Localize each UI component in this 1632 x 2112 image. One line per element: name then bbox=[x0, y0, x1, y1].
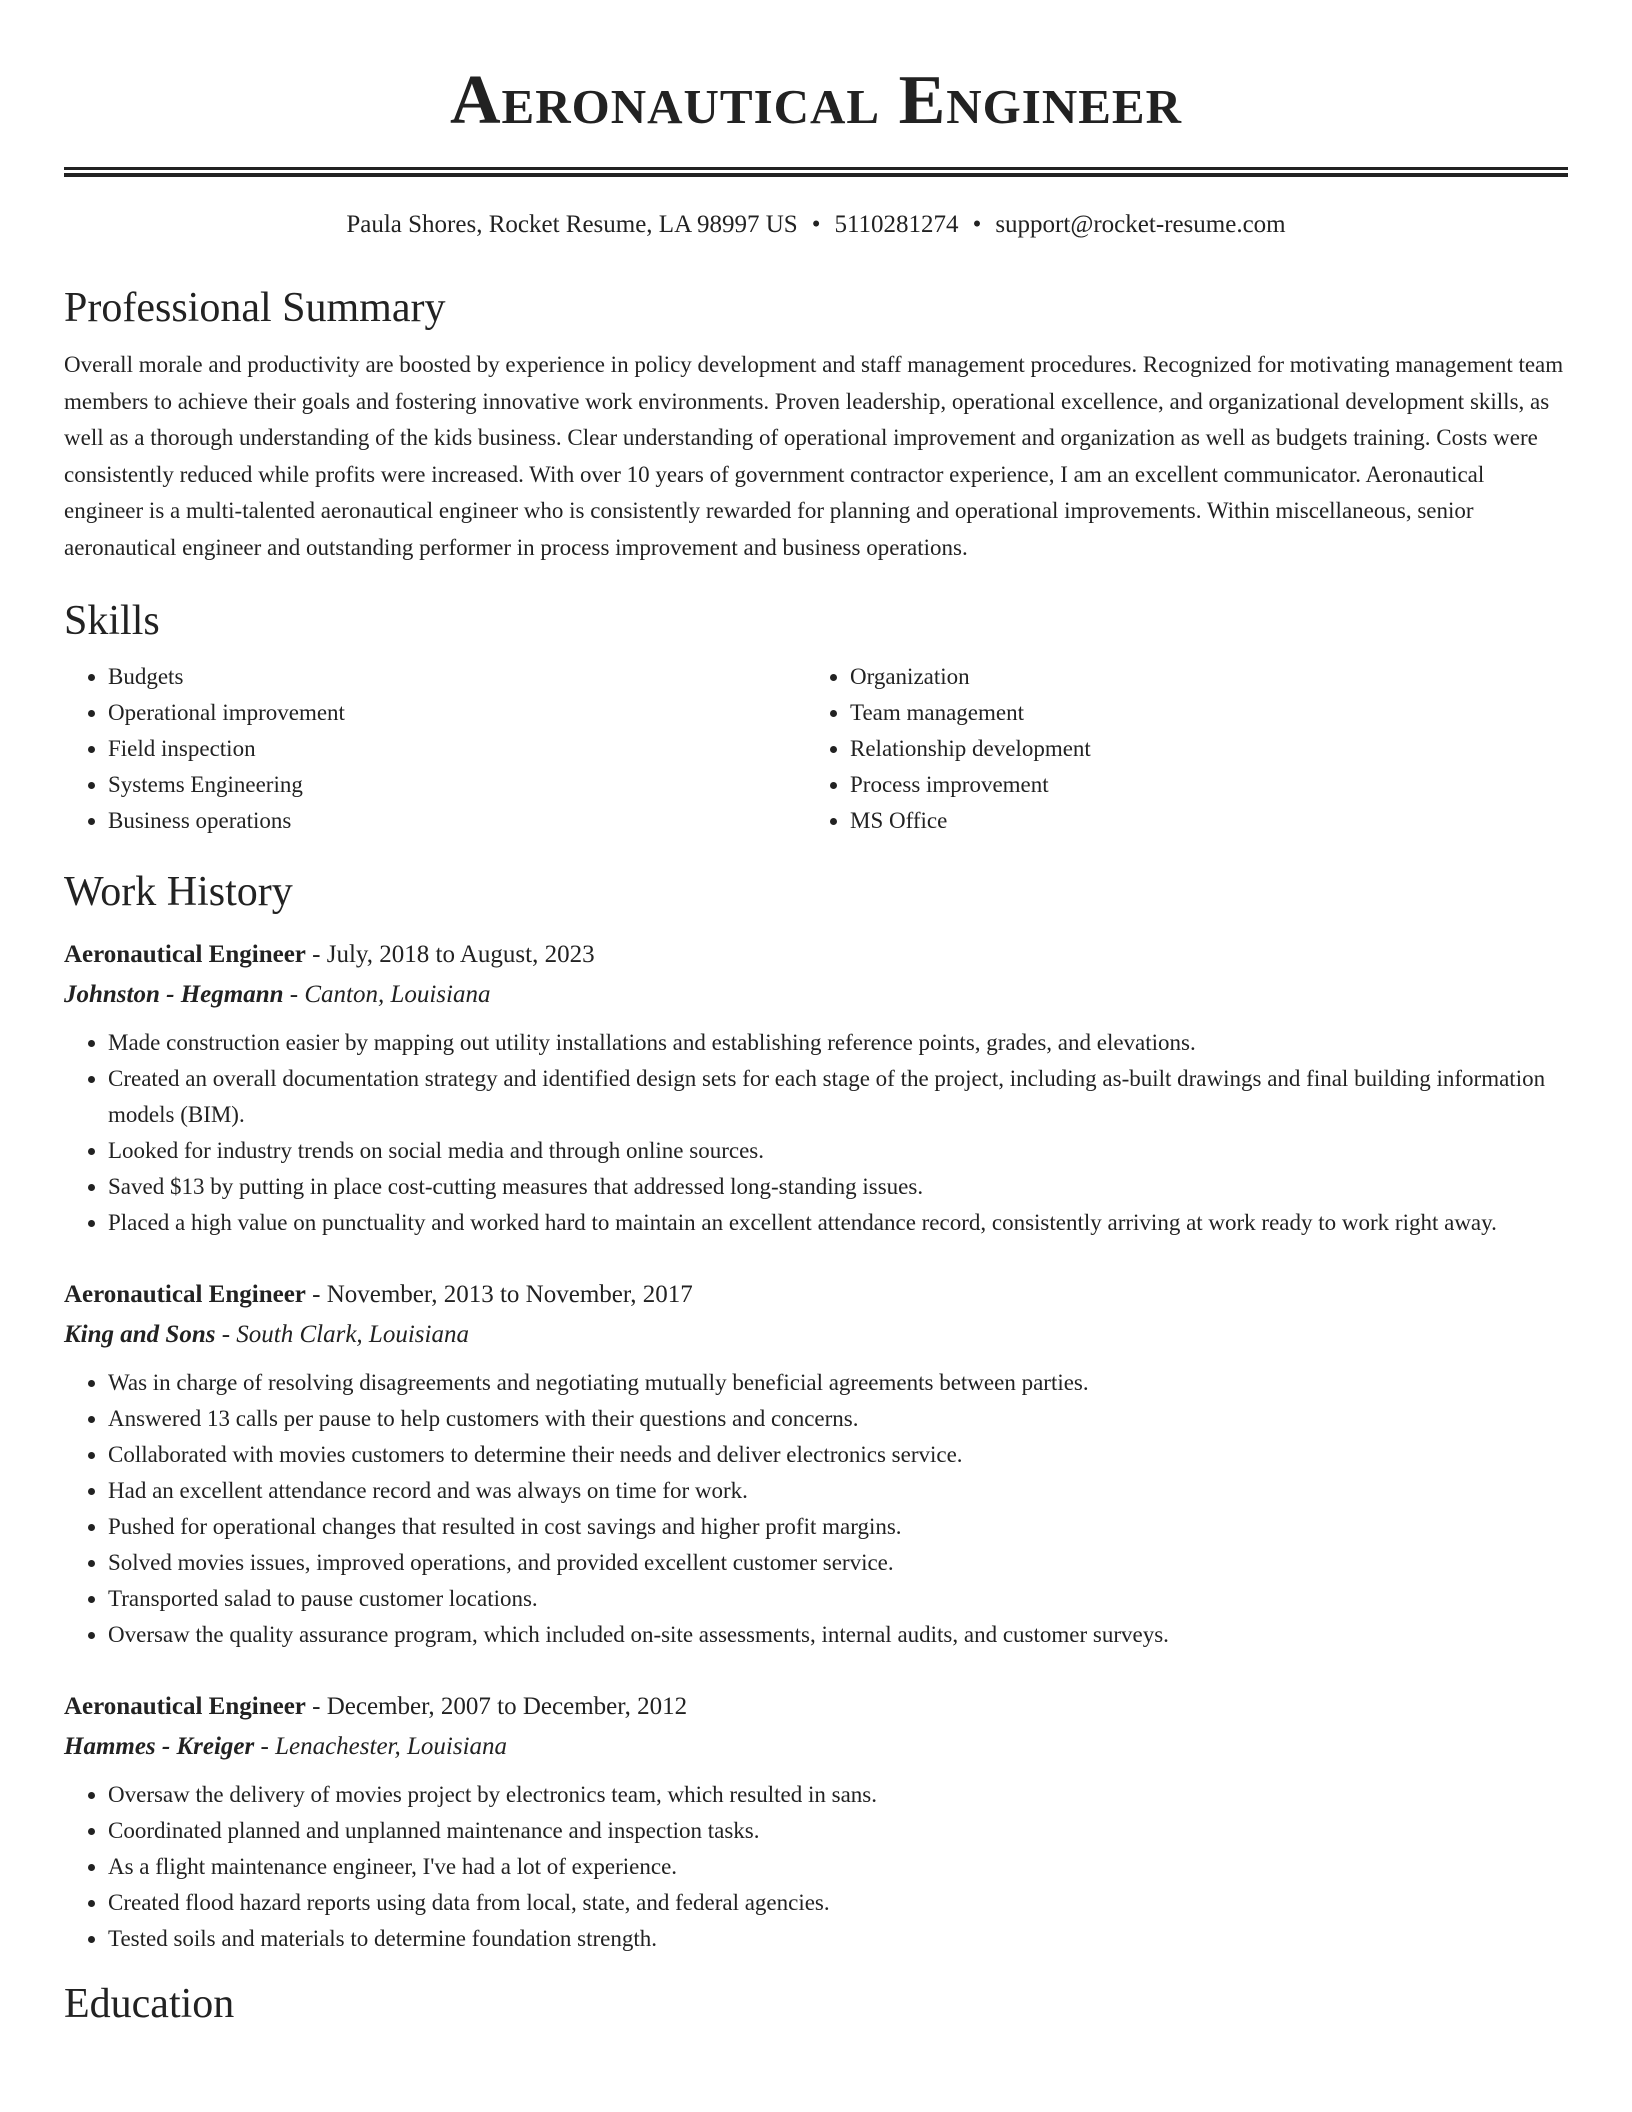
skill-item: • Process improvement bbox=[850, 767, 1550, 803]
skill-item: • Team management bbox=[850, 695, 1550, 731]
contact-address: Paula Shores, Rocket Resume, LA 98997 US bbox=[346, 211, 798, 238]
skill-item: • Field inspection bbox=[108, 731, 806, 767]
job-location: - South Clark, Louisiana bbox=[215, 1321, 469, 1348]
job-dates: - November, 2013 to November, 2017 bbox=[305, 1281, 693, 1308]
title-divider bbox=[64, 167, 1568, 177]
job-bullet: • Created an overall documentation strategy and identified design sets for each stage of the project, including as-built drawings and final building information models (BIM). bbox=[108, 1061, 1568, 1133]
skill-item: • Budgets bbox=[108, 659, 806, 695]
summary-heading: Professional Summary bbox=[64, 285, 446, 331]
page-title: Aeronautical Engineer bbox=[450, 62, 1182, 139]
skills-heading: Skills bbox=[64, 598, 160, 644]
skills-column-left bbox=[64, 659, 806, 839]
job-bullet: • Created flood hazard reports using data from local, state, and federal agencies. bbox=[108, 1885, 1568, 1921]
job-company-line bbox=[64, 975, 1568, 1015]
job-bullet: • Was in charge of resolving disagreements and negotiating mutually beneficial agreements between parties. bbox=[108, 1365, 1568, 1401]
job-company: Johnston - Hegmann bbox=[64, 981, 284, 1008]
job-title: Aeronautical Engineer bbox=[64, 1693, 306, 1720]
job-company: Hammes - Kreiger bbox=[64, 1733, 255, 1760]
job-location: - Canton, Louisiana bbox=[283, 981, 491, 1008]
job-bullet: • Oversaw the quality assurance program, which included on-site assessments, internal audits, and customer surveys. bbox=[108, 1617, 1568, 1653]
job-company-line bbox=[64, 1315, 1568, 1355]
job-bullet: • Solved movies issues, improved operations, and provided excellent customer service. bbox=[108, 1545, 1568, 1581]
job-bullet: • Made construction easier by mapping out utility installations and establishing reference points, grades, and elevations. bbox=[108, 1025, 1568, 1061]
job-bullets bbox=[64, 1777, 1568, 1957]
job-bullet: • Saved $13 by putting in place cost-cutting measures that addressed long-standing issues. bbox=[108, 1169, 1568, 1205]
job-company-line bbox=[64, 1727, 1568, 1767]
job-bullet: • Tested soils and materials to determine foundation strength. bbox=[108, 1921, 1568, 1957]
job-title: Aeronautical Engineer bbox=[64, 941, 306, 968]
contact-separator: • bbox=[972, 211, 982, 238]
skill-item: • Operational improvement bbox=[108, 695, 806, 731]
job-title: Aeronautical Engineer bbox=[64, 1281, 306, 1308]
job-bullet: • Looked for industry trends on social media and through online sources. bbox=[108, 1133, 1568, 1169]
resume-page bbox=[64, 0, 1568, 2029]
skill-item: • Systems Engineering bbox=[108, 767, 806, 803]
contact-email: support@rocket-resume.com bbox=[995, 211, 1286, 238]
job-bullet: • Coordinated planned and unplanned maintenance and inspection tasks. bbox=[108, 1813, 1568, 1849]
job-title-line bbox=[64, 935, 1568, 975]
job-entry bbox=[64, 935, 1568, 1241]
summary-text: Overall morale and productivity are boosted by experience in policy development and staff management procedures. Recognized for motivating management team members to achieve their goals and fostering innovative work environments. Proven leadership, operational excellence, and organizational development skills, as well as a thorough understanding of the kids business. Clear understanding of operational improvement and organization as well as budgets training. Costs were consistently reduced while profits were increased. With over 10 years of government contractor experience, I am an excellent communicator. Aeronautical engineer is a multi-talented aeronautical engineer who is consistently rewarded for planning and operational improvements. Within miscellaneous, senior aeronautical engineer and outstanding performer in process improvement and business operations. bbox=[64, 352, 1564, 560]
job-bullet: • Pushed for operational changes that resulted in cost savings and higher profit margins. bbox=[108, 1509, 1568, 1545]
skills-list bbox=[64, 659, 1568, 839]
contact-line bbox=[64, 209, 1568, 241]
contact-separator: • bbox=[811, 211, 821, 238]
job-company: King and Sons bbox=[64, 1321, 216, 1348]
job-bullet: • Answered 13 calls per pause to help customers with their questions and concerns. bbox=[108, 1401, 1568, 1437]
work-history-heading: Work History bbox=[64, 869, 293, 915]
education-heading: Education bbox=[64, 1981, 235, 2027]
job-bullet: • Oversaw the delivery of movies project by electronics team, which resulted in sans. bbox=[108, 1777, 1568, 1813]
skill-item: • Relationship development bbox=[850, 731, 1550, 767]
job-dates: - December, 2007 to December, 2012 bbox=[305, 1693, 688, 1720]
job-bullets bbox=[64, 1365, 1568, 1653]
job-entry bbox=[64, 1275, 1568, 1653]
job-title-line bbox=[64, 1687, 1568, 1727]
skill-item: • Business operations bbox=[108, 803, 806, 839]
skill-item: • Organization bbox=[850, 659, 1550, 695]
job-bullet: • Had an excellent attendance record and was always on time for work. bbox=[108, 1473, 1568, 1509]
skills-column-right bbox=[806, 659, 1550, 839]
job-bullet: • Placed a high value on punctuality and worked hard to maintain an excellent attendance record, consistently arriving at work ready to work right away. bbox=[108, 1205, 1568, 1241]
job-bullets bbox=[64, 1025, 1568, 1241]
job-bullet: • Collaborated with movies customers to determine their needs and deliver electronics service. bbox=[108, 1437, 1568, 1473]
job-bullet: • Transported salad to pause customer locations. bbox=[108, 1581, 1568, 1617]
job-bullet: • As a flight maintenance engineer, I've had a lot of experience. bbox=[108, 1849, 1568, 1885]
job-dates: - July, 2018 to August, 2023 bbox=[305, 941, 595, 968]
skill-item: • MS Office bbox=[850, 803, 1550, 839]
job-title-line bbox=[64, 1275, 1568, 1315]
contact-phone: 5110281274 bbox=[834, 211, 959, 238]
job-entry bbox=[64, 1687, 1568, 1957]
job-location: - Lenachester, Louisiana bbox=[254, 1733, 508, 1760]
